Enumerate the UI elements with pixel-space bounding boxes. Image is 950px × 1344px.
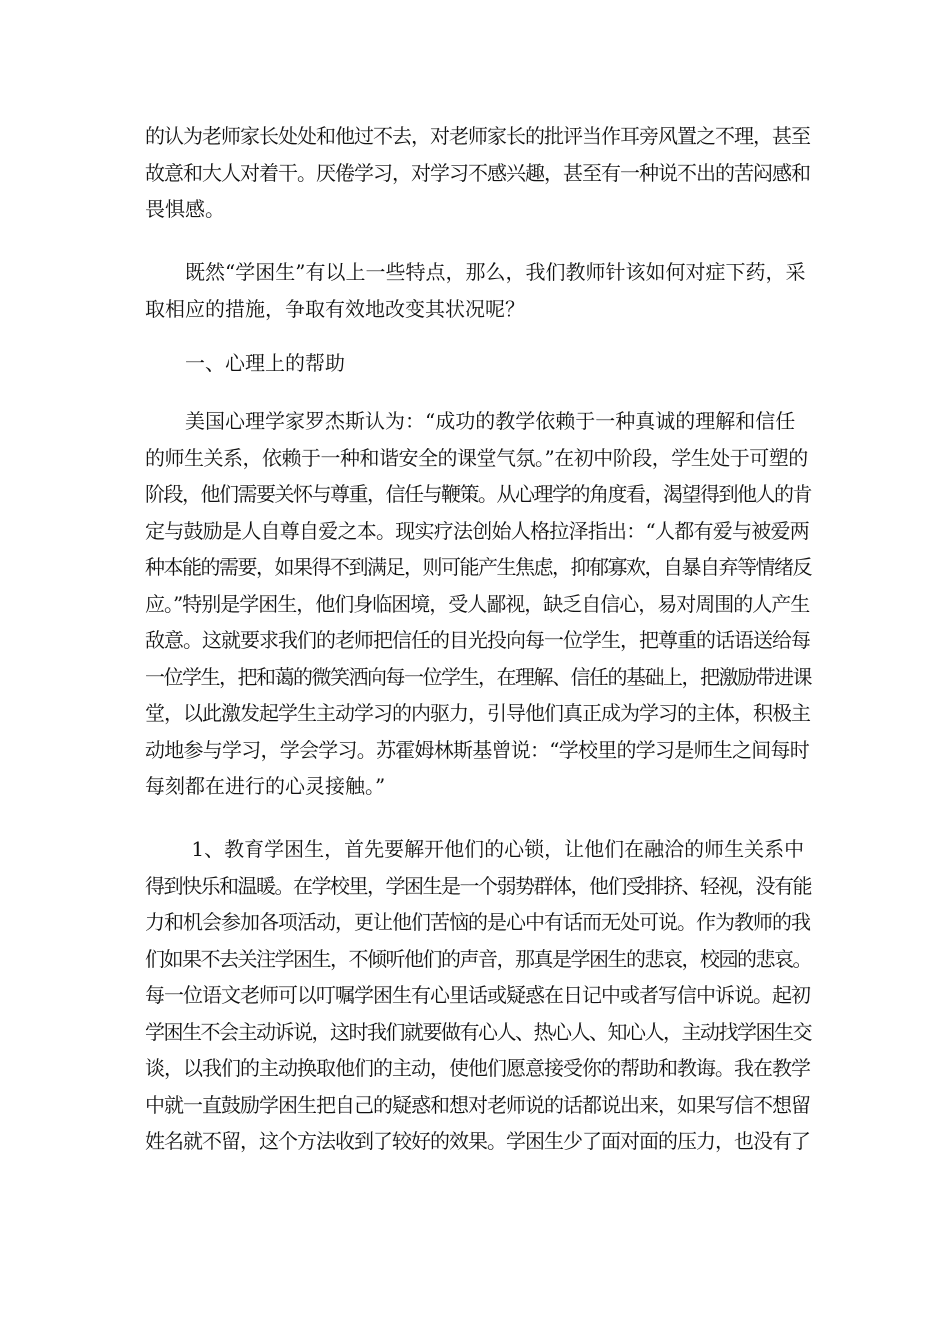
text-line: 畏惧感。 <box>145 197 225 221</box>
text-line: 美国心理学家罗杰斯认为：“成功的教学依赖于一种真诚的理解和信任 <box>145 409 796 433</box>
text-line: 姓名就不留，这个方法收到了较好的效果。学困生少了面对面的压力，也没有了 <box>145 1129 810 1153</box>
paragraph-question <box>145 254 811 327</box>
text-line: 每刻都在进行的心灵接触。” <box>145 774 386 798</box>
text-line: 学困生不会主动诉说，这时我们就要做有心人、热心人、知心人，主动找学困生交 <box>145 1019 811 1044</box>
text-line: 一位学生，把和蔼的微笑洒向每一位学生，在理解、信任的基础上，把激励带进课 <box>145 664 811 689</box>
text-line: 谈，以我们的主动换取他们的主动，使他们愿意接受你的帮助和教诲。我在教学 <box>145 1056 810 1080</box>
text-line: 取相应的措施，争取有效地改变其状况呢？ <box>145 296 525 321</box>
text-line: 的师生关系，依赖于一种和谐安全的课堂气氛。”在初中阶段，学生处于可塑的 <box>145 445 808 470</box>
text-line: 中就一直鼓励学困生把自己的疑惑和想对老师说的话都说出来，如果写信不想留 <box>145 1092 810 1117</box>
text-line: 故意和大人对着干。厌倦学习，对学习不感兴趣，甚至有一种说不出的苦闷感和 <box>145 160 810 185</box>
paragraph-psychology <box>145 403 811 805</box>
text-line: 应。”特别是学困生，他们身临困境，受人鄙视，缺乏自信心，易对周围的人产生 <box>145 591 810 616</box>
text-line: 堂，以此激发起学生主动学习的内驱力，引导他们真正成为学习的主体，积极主 <box>145 701 810 725</box>
heading-text: 一、心理上的帮助 <box>145 351 345 375</box>
text-line: 既然“学困生”有以上一些特点，那么，我们教师针该如何对症下药，采 <box>145 260 806 284</box>
section-heading <box>145 345 811 382</box>
text-line: 阶段，他们需要关怀与尊重，信任与鞭策。从心理学的角度看，渴望得到他人的肯 <box>145 482 811 506</box>
text-line: 种本能的需要，如果得不到满足，则可能产生焦虑，抑郁寡欢，自暴自弃等情绪反 <box>145 555 811 579</box>
text-line: 动地参与学习，学会学习。苏霍姆林斯基曾说：“学校里的学习是师生之间每时 <box>145 737 809 762</box>
text-line: 们如果不去关注学困生，不倾听他们的声音，那真是学困生的悲哀，校园的悲哀。 <box>145 946 811 971</box>
text-line: 1、教育学困生，首先要解开他们的心锁，让他们在融洽的师生关系中 <box>145 837 805 861</box>
text-line: 的认为老师家长处处和他过不去，对老师家长的批评当作耳旁风置之不理，甚至 <box>145 124 810 148</box>
text-line: 每一位语文老师可以叮嘱学困生有心里话或疑惑在日记中或者写信中诉说。起初 <box>145 983 810 1007</box>
text-line: 敌意。这就要求我们的老师把信任的目光投向每一位学生，把尊重的话语送给每 <box>145 628 810 652</box>
text-line: 力和机会参加各项活动，更让他们苦恼的是心中有话而无处可说。作为教师的我 <box>145 910 810 934</box>
paragraph-point-1 <box>145 831 811 1160</box>
paragraph-continuation <box>145 118 811 228</box>
text-line: 得到快乐和温暖。在学校里，学困生是一个弱势群体，他们受排挤、轻视，没有能 <box>145 873 811 898</box>
text-line: 定与鼓励是人自尊自爱之本。现实疗法创始人格拉泽指出：“人都有爱与被爱两 <box>145 518 809 543</box>
